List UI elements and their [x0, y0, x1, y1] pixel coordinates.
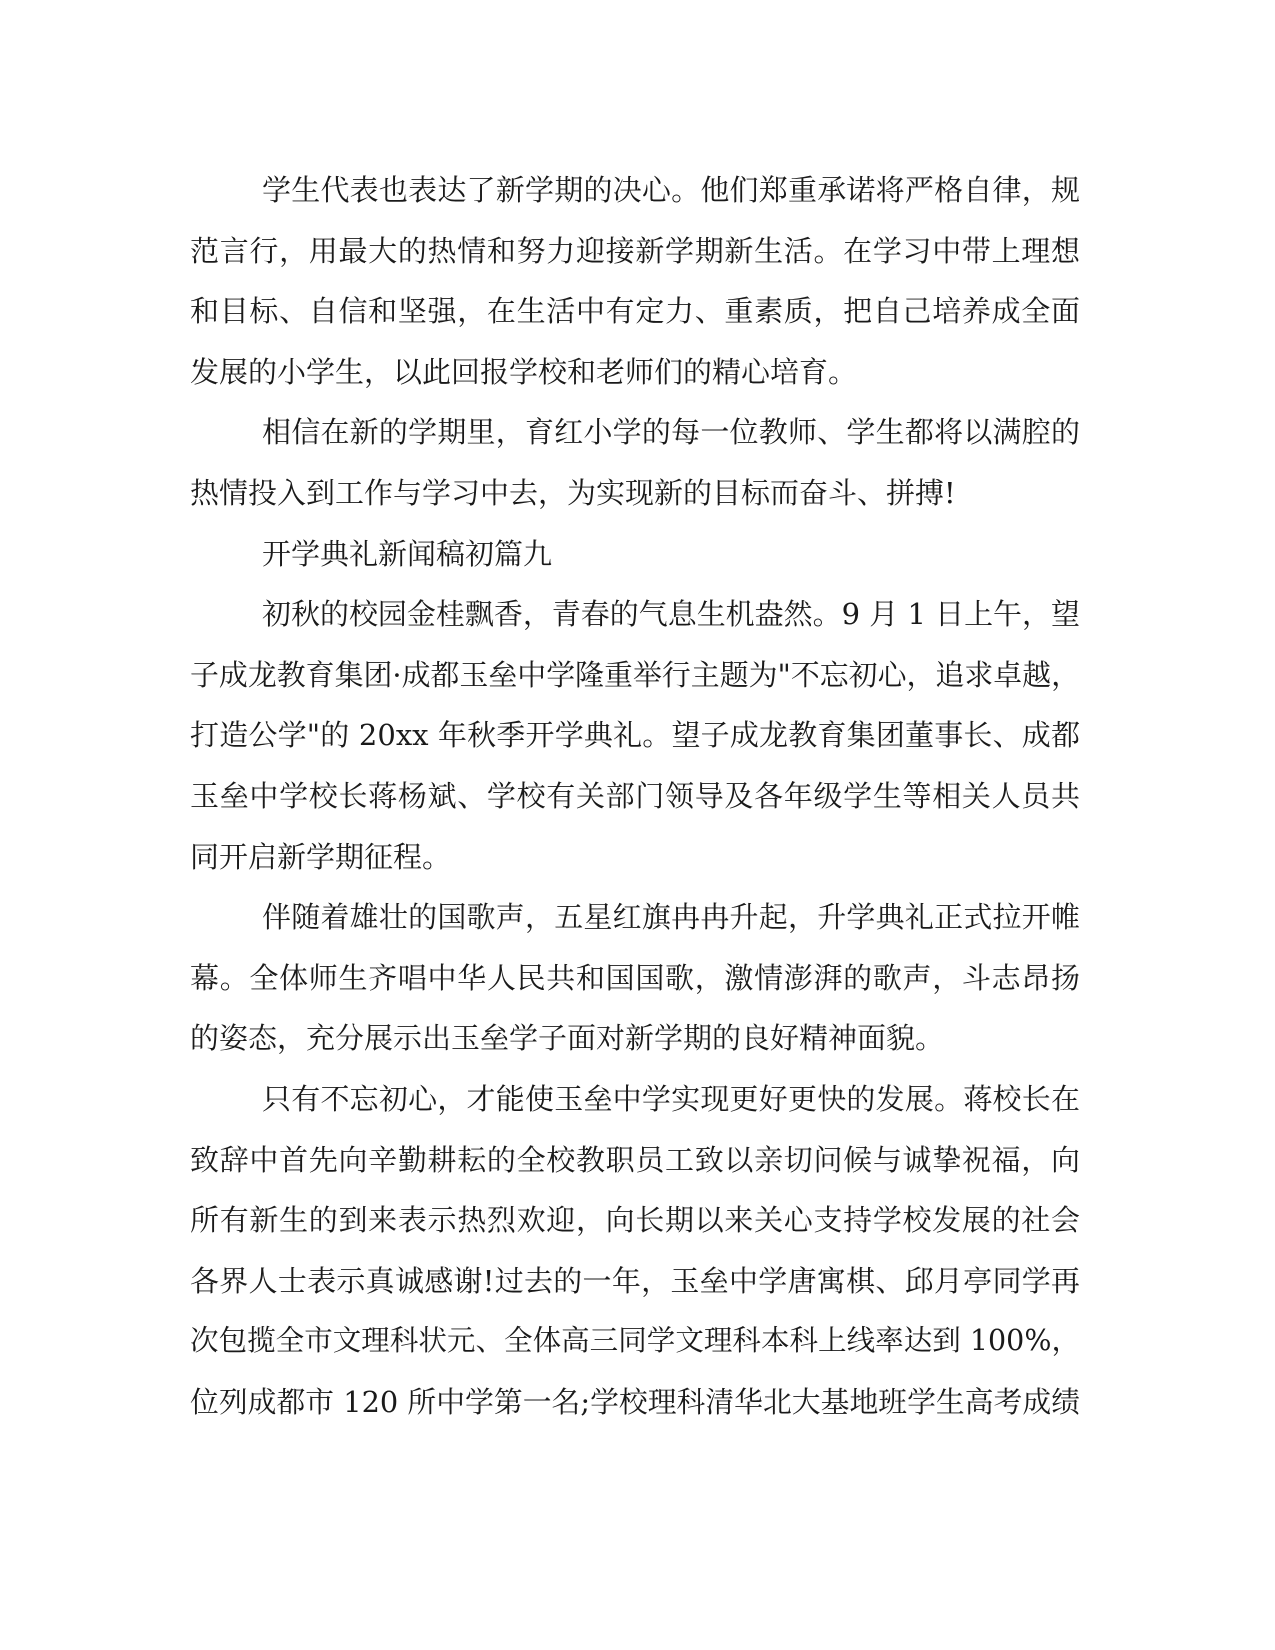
text-line: 玉垒中学校长蒋杨斌、学校有关部门领导及各年级学生等相关人员共	[190, 778, 1080, 813]
text-line: 学生代表也表达了新学期的决心。他们郑重承诺将严格自律，规	[262, 173, 1080, 207]
text-line: 致辞中首先向辛勤耕耘的全校教职员工致以亲切问候与诚挚祝福，向	[190, 1142, 1080, 1177]
text-line: 相信在新的学期里，育红小学的每一位教师、学生都将以满腔的	[262, 415, 1080, 450]
text-line: 发展的小学生，以此回报学校和老师们的精心培育。	[190, 354, 858, 389]
text-line: 热情投入到工作与学习中去，为实现新的目标而奋斗、拼搏!	[190, 475, 956, 510]
text-line: 初秋的校园金桂飘香，青春的气息生机盎然。9 月 1 日上午，望	[262, 597, 1080, 632]
text-line: 范言行，用最大的热情和努力迎接新学期新生活。在学习中带上理想	[190, 233, 1080, 268]
text-line: 幕。全体师生齐唱中华人民共和国国歌，激情澎湃的歌声，斗志昂扬	[190, 960, 1080, 995]
text-line: 伴随着雄壮的国歌声，五星红旗冉冉升起，升学典礼正式拉开帷	[262, 900, 1080, 935]
text-line: 所有新生的到来表示热烈欢迎，向长期以来关心支持学校发展的社会	[190, 1203, 1080, 1238]
body-text	[190, 160, 1080, 1432]
text-line: 各界人士表示真诚感谢!过去的一年，玉垒中学唐寓棋、邱月亭同学再	[190, 1263, 1080, 1298]
text-line: 打造公学"的 20xx 年秋季开学典礼。望子成龙教育集团董事长、成都	[190, 718, 1080, 753]
section-heading: 开学典礼新闻稿初篇九	[262, 536, 553, 571]
text-line: 子成龙教育集团·成都玉垒中学隆重举行主题为"不忘初心，追求卓越，	[190, 657, 1080, 692]
text-line: 位列成都市 120 所中学第一名;学校理科清华北大基地班学生高考成绩	[190, 1384, 1080, 1419]
text-line: 只有不忘初心，才能使玉垒中学实现更好更快的发展。蒋校长在	[262, 1081, 1080, 1116]
text-line: 同开启新学期征程。	[190, 839, 452, 874]
text-line: 次包揽全市文理科状元、全体高三同学文理科本科上线率达到 100%，	[190, 1324, 1080, 1358]
text-line: 的姿态，充分展示出玉垒学子面对新学期的良好精神面貌。	[190, 1021, 945, 1056]
text-line: 和目标、自信和坚强，在生活中有定力、重素质，把自己培养成全面	[190, 294, 1080, 329]
